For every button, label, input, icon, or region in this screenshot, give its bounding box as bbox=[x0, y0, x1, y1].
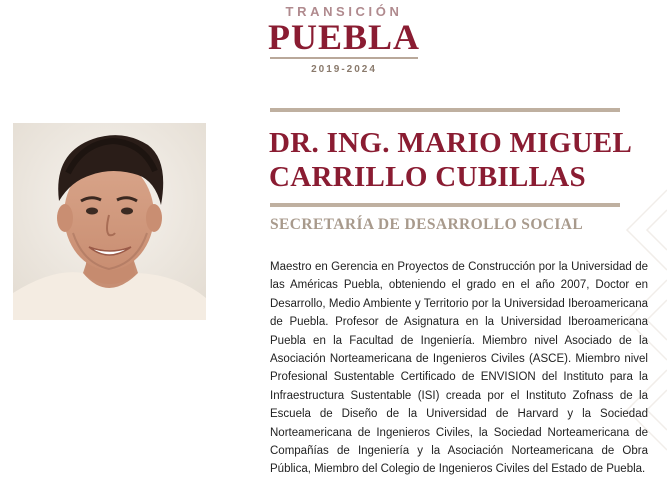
profile-name-line-1: DR. ING. MARIO MIGUEL bbox=[269, 127, 633, 159]
transicion-puebla-logo bbox=[266, 0, 422, 75]
logo-top-text: TRANSICIÓN bbox=[285, 4, 403, 19]
logo-main-text: PUEBLA bbox=[267, 17, 421, 57]
top-divider bbox=[270, 108, 620, 112]
portrait-illustration bbox=[13, 123, 206, 320]
department-title: SECRETARÍA DE DESARROLLO SOCIAL bbox=[270, 216, 584, 233]
biography-text: Maestro en Gerencia en Proyectos de Construcción por la Universidad de las Américas Puebla, obteniendo el grado en el año 2007, Doctor en Desarrollo, Medio Ambiente y Territorio por la Universidad Iberoamericana de Puebla. Profesor de Asignatura en la Universidad Iberoamericana Puebla en la Facultad de Ingeniería. Miembro nivel Asociado de la Asociación Norteamericana de Ingenieros Civiles (ASCE). Miembro nivel Profesional Sustentable Certificado de ENVISION del Instituto para la Infraestructura Sustentable (ISI) creada por el Instituto Zofnass de la Escuela de Diseño de la Universidad de Harvard y la Sociedad Norteamericana de Ingenieros Civiles, la Sociedad Norteamericana de Compañías de Ingeniería y la Asociación Norteamericana de Obra Pública, Miembro del Colegio de Ingenieros Civiles del Estado de Puebla. bbox=[270, 261, 648, 476]
logo-divider bbox=[270, 57, 418, 59]
name-divider bbox=[270, 203, 620, 207]
profile-name-line-2: CARRILLO CUBILLAS bbox=[269, 161, 586, 193]
logo-years: 2019-2024 bbox=[311, 64, 377, 75]
profile-name bbox=[269, 126, 667, 194]
profile-photo bbox=[13, 123, 206, 320]
